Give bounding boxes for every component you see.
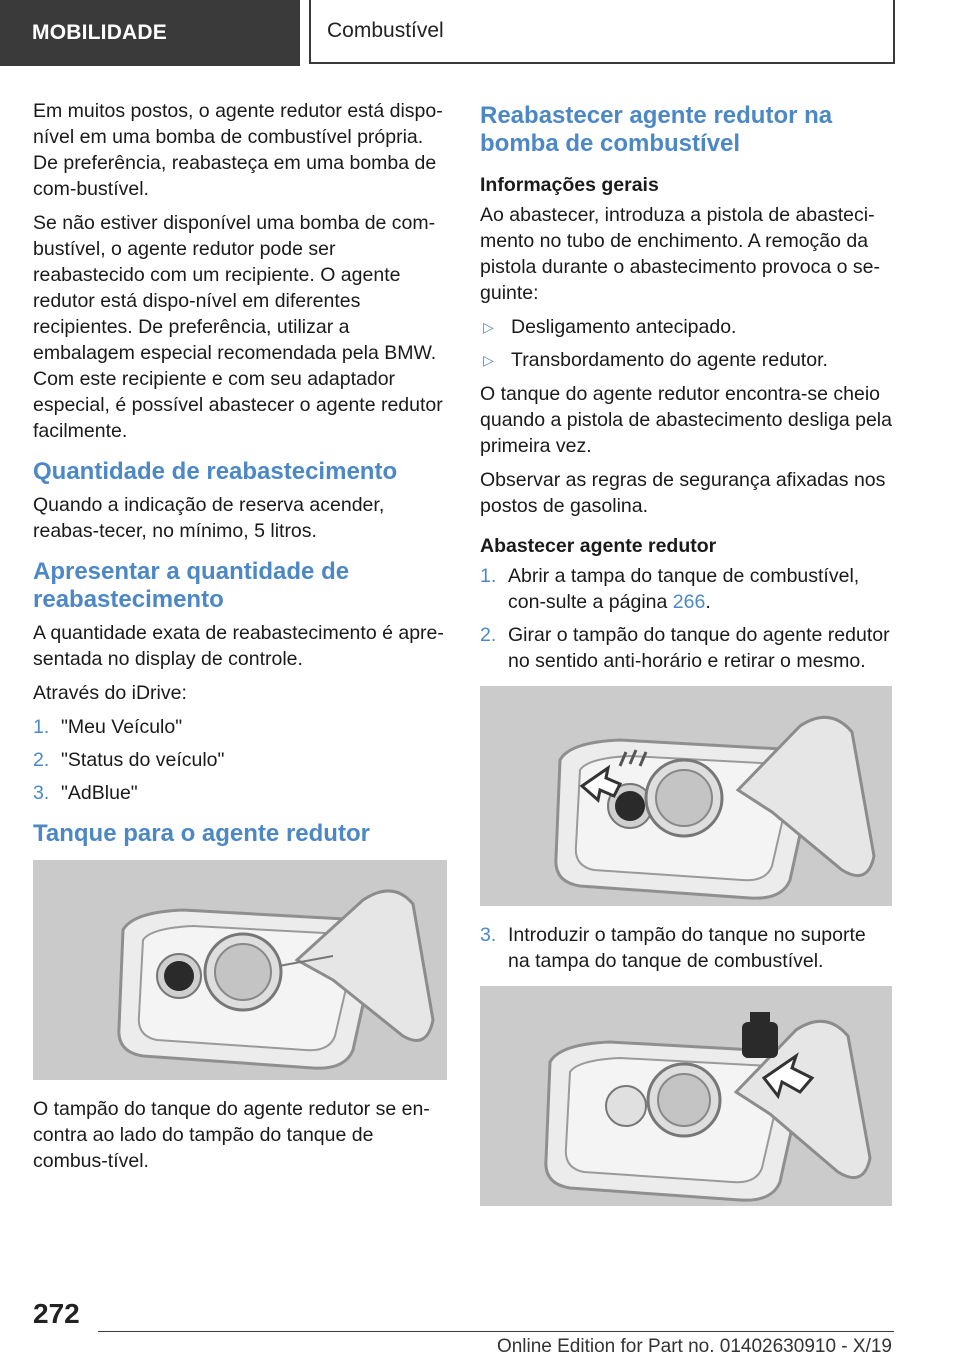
consequence-list — [480, 314, 892, 373]
paragraph: Se não estiver disponível uma bomba de com-bustível, o agente redutor pode ser reabastecido com um recipiente. O agente redutor está dispo-nível em diferentes recipientes. De preferência, utilizar a embalagem especial recomendada pela BMW. Com este recipiente e com seu adaptador especial, é possível abastecer o agente redutor facilmente. — [33, 212, 443, 442]
page-number: 272 — [33, 1298, 80, 1329]
list-item — [33, 747, 447, 773]
cap-removal-illustration — [480, 686, 892, 906]
list-item — [480, 622, 892, 674]
left-column — [33, 98, 447, 1182]
bullet-text: Desligamento antecipado. — [511, 316, 737, 338]
triangle-bullet-icon: ▷ — [483, 352, 494, 368]
heading-refuel-at-pump: Reabastecer agente redutor na bomba de combustível — [480, 102, 833, 157]
step-number: 2. — [480, 624, 497, 646]
heading-general-info: Informações gerais — [480, 174, 659, 196]
step-text — [508, 563, 892, 615]
list-item — [480, 314, 892, 340]
list-item — [480, 347, 892, 373]
step-number: 1. — [33, 716, 50, 738]
paragraph: Ao abastecer, introduza a pistola de abasteci-mento no tubo de enchimento. A remoção da pistola durante o abastecimento provoca o se-guinte: — [480, 204, 880, 304]
step-text: "AdBlue" — [61, 782, 138, 804]
list-item — [480, 922, 892, 974]
right-column — [480, 98, 892, 1222]
fuel-flap-illustration — [33, 860, 447, 1080]
heading-refill-quantity: Quantidade de reabastecimento — [33, 458, 398, 485]
list-item — [480, 563, 892, 615]
step-text-part: Abrir a tampa do tanque de combustível, con-sulte a página — [508, 565, 860, 613]
step-number: 1. — [480, 565, 497, 587]
paragraph: Observar as regras de segurança afixadas nos postos de gasolina. — [480, 469, 886, 517]
idrive-steps — [33, 714, 447, 806]
chapter-title: Combustível — [327, 19, 444, 42]
chapter-tab — [309, 0, 895, 64]
fill-steps — [480, 563, 892, 674]
page-link[interactable]: 266 — [672, 591, 706, 613]
step-text: Introduzir o tampão do tanque no suporte na tampa do tanque de combustível. — [508, 924, 866, 972]
paragraph: O tanque do agente redutor encontra-se cheio quando a pistola de abastecimento desliga pela primeira vez. — [480, 383, 892, 457]
list-item — [33, 780, 447, 806]
cap-holder-illustration — [480, 986, 892, 1206]
step-number: 3. — [480, 924, 497, 946]
heading-fill-reductant: Abastecer agente redutor — [480, 535, 717, 557]
heading-reductant-tank: Tanque para o agente redutor — [33, 820, 370, 847]
paragraph: Através do iDrive: — [33, 682, 187, 704]
step-number: 3. — [33, 782, 50, 804]
step-text: Girar o tampão do tanque do agente redutor no sentido anti-horário e retirar o mesmo. — [508, 624, 890, 672]
figure-caption: O tampão do tanque do agente redutor se en-contra ao lado do tampão do tanque de combus-tível. — [33, 1098, 430, 1172]
step-text-part: . — [705, 591, 711, 613]
step-text: "Status do veículo" — [61, 749, 225, 771]
section-tab — [0, 0, 300, 66]
list-item — [33, 714, 447, 740]
step-number: 2. — [33, 749, 50, 771]
paragraph: A quantidade exata de reabastecimento é apre-sentada no display de controle. — [33, 622, 444, 670]
heading-show-quantity: Apresentar a quantidade de reabastecimento — [33, 558, 350, 613]
triangle-bullet-icon: ▷ — [483, 319, 494, 335]
section-title: MOBILIDADE — [32, 21, 167, 44]
footer-divider — [98, 1331, 894, 1332]
paragraph: Quando a indicação de reserva acender, reabas-tecer, no mínimo, 5 litros. — [33, 494, 385, 542]
fill-steps-continued — [480, 922, 892, 974]
edition-footer: Online Edition for Part no. 01402630910 - X/19 — [496, 1336, 892, 1357]
step-text: "Meu Veículo" — [61, 716, 183, 738]
bullet-text: Transbordamento do agente redutor. — [511, 349, 828, 371]
paragraph: Em muitos postos, o agente redutor está dispo-nível em uma bomba de combustível própria. De preferência, reabasteça em uma bomba de com-bustível. — [33, 100, 443, 200]
